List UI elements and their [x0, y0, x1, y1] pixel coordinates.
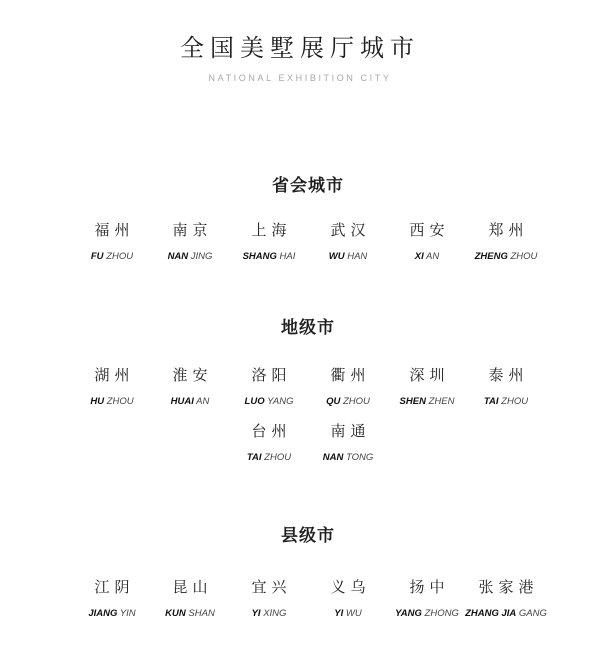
city-pinyin: JIANG YIN — [88, 608, 136, 619]
city-name: 昆山 — [172, 578, 213, 596]
city-name: 台州 — [251, 422, 292, 440]
city-name: 义乌 — [330, 578, 371, 596]
city-item — [458, 578, 554, 619]
city-name: 西安 — [409, 221, 450, 239]
city-pinyin: TAI ZHOU — [483, 396, 529, 407]
city-name: 宜兴 — [251, 578, 292, 596]
city-name: 上海 — [251, 221, 292, 239]
page-subtitle: NATIONAL EXHIBITION CITY — [208, 73, 392, 83]
city-pinyin: ZHENG ZHOU — [474, 251, 538, 262]
city-pinyin: ZHANG JIA GANG — [465, 608, 547, 619]
city-name: 武汉 — [330, 221, 371, 239]
city-item — [300, 422, 396, 463]
city-pinyin: XI AN — [414, 251, 440, 262]
city-pinyin: YI WU — [334, 608, 362, 619]
city-name: 扬中 — [409, 578, 450, 596]
city-name: 深圳 — [409, 366, 450, 384]
city-pinyin: TAI ZHOU — [246, 452, 292, 463]
city-pinyin: FU ZHOU — [90, 251, 134, 262]
city-name: 湖州 — [94, 366, 135, 384]
city-pinyin: LUO YANG — [244, 396, 294, 407]
page-title: 全国美墅展厅城市 — [180, 34, 420, 62]
section-title: 地级市 — [281, 318, 335, 338]
city-pinyin: YI XING — [251, 608, 287, 619]
city-pinyin: HUAI AN — [170, 396, 210, 407]
city-pinyin: NAN TONG — [322, 452, 374, 463]
city-item — [458, 366, 554, 407]
city-name: 洛阳 — [251, 366, 292, 384]
city-pinyin: HU ZHOU — [90, 396, 134, 407]
city-pinyin: QU ZHOU — [326, 396, 370, 407]
city-pinyin: KUN SHAN — [165, 608, 215, 619]
city-item — [458, 221, 554, 262]
city-pinyin: SHANG HAI — [242, 251, 296, 262]
city-name: 泰州 — [488, 366, 529, 384]
section-title: 县级市 — [281, 526, 335, 546]
city-name: 江阴 — [94, 578, 135, 596]
city-name: 衢州 — [330, 366, 371, 384]
city-name: 南京 — [172, 221, 213, 239]
city-name: 张家港 — [478, 578, 539, 596]
city-name: 南通 — [330, 422, 371, 440]
city-pinyin: YANG ZHONG — [395, 608, 459, 619]
city-name: 郑州 — [488, 221, 529, 239]
city-name: 福州 — [94, 221, 135, 239]
city-pinyin: NAN JING — [167, 251, 213, 262]
city-pinyin: SHEN ZHEN — [399, 396, 455, 407]
city-pinyin: WU HAN — [328, 251, 368, 262]
city-name: 淮安 — [172, 366, 213, 384]
section-title: 省会城市 — [272, 176, 344, 196]
